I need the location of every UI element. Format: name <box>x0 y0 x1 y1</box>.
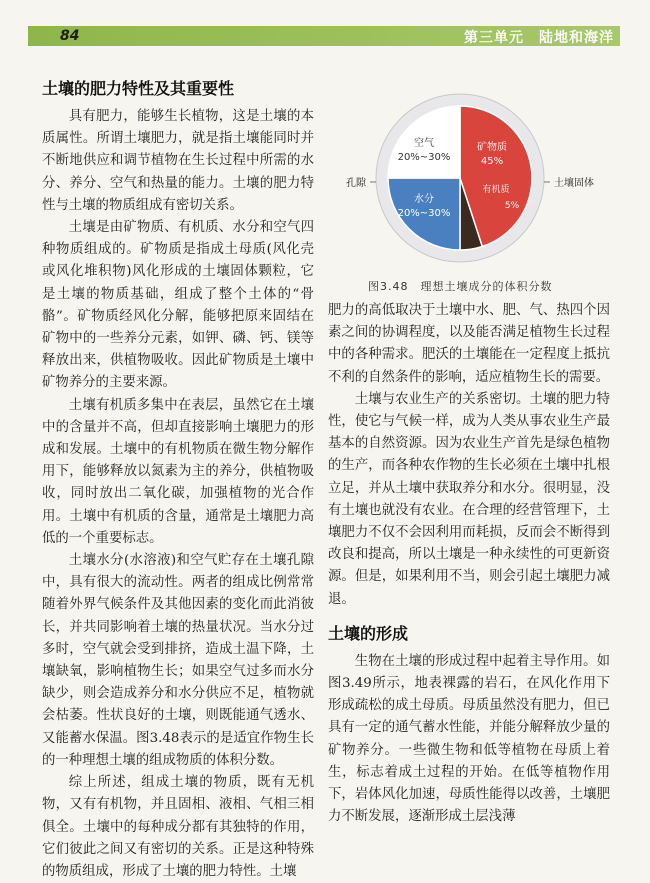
label-solids: 土壤固体 <box>554 178 594 189</box>
label-organic: 有机质 <box>482 185 510 195</box>
paragraph: 生物在土壤的形成过程中起着主导作用。如图3.49所示，地表裸露的岩石，在风化作用下形成疏松的成土母质。母质虽然没有肥力，但已具有一定的通气蓄水性能，并能分解释放少量的矿物养分。一些微生物和低等植物在母质上着生，标志着成土过程的开始。在低等植物作用下，岩体风化加速，母质性能得以改善，土壤肥力不断发展，逐渐形成土层浅薄 <box>328 653 610 825</box>
page-number: 84 <box>60 28 80 44</box>
label-water: 水分 <box>414 194 434 205</box>
paragraph: 土壤水分(水溶液)和空气贮存在土壤孔隙中，具有很大的流动性。两者的组成比例常常随着外界气候条件及其他因素的变化而此消彼长，并共同影响着土壤的热量状况。当水分过多时，空气就会受到排挤，造成土温下降，土壤缺氧，影响植物生长；如果空气过多而水分缺少，则会造成养分和水分供应不足，植物就会枯萎。性状良好的土壤，则既能通气透水、又能蓄水保温。图3.48表示的是适宜作物生长的一种理想土壤的组成物质的体积分数。 <box>42 553 314 768</box>
label-organic-pct: 5% <box>504 201 520 211</box>
label-air-pct: 20%~30% <box>397 152 451 163</box>
paragraph: 土壤是由矿物质、有机质、水分和空气四种物质组成的。矿物质是指成土母质(风化壳或风化堆积物)风化形成的土壤固体颗粒，它是土壤的物质基础，组成了整个土体的“骨骼”。矿物质经风化分解，能够把原来固结在矿物中的一些养分元素，如钾、磷、钙、镁等释放出来，供植物吸收。因此矿物质是土壤中矿物养分的主要来源。 <box>42 220 314 391</box>
label-mineral: 矿物质 <box>477 142 507 153</box>
unit-title: 第三单元 陆地和海洋 <box>464 30 614 46</box>
section-soil-formation <box>328 623 610 829</box>
paragraph: 具有肥力，能够生长植物，这是土壤的本质属性。所谓土壤肥力，就是指土壤能同时并不断地供应和调节植物在生长过程中所需的水分、养分、空气和热量的能力。土壤的肥力特性与土壤的物质组成有密切关系。 <box>42 109 314 213</box>
label-pores: 孔隙 <box>346 178 366 189</box>
label-air: 空气 <box>414 138 434 149</box>
paragraph: 土壤有机质多集中在表层，虽然它在土壤中的含量并不高，但却直接影响土壤肥力的形成和发展。土壤中的有机物质在微生物分解作用下，能够释放以氮素为主的养分，供植物吸收，同时放出二氧化碳，加强植物的光合作用。土壤中有机质的含量，通常是土壤肥力高低的一个重要标志。 <box>42 397 314 546</box>
right-column <box>328 78 610 828</box>
section-heading-fertility: 土壤的肥力特性及其重要性 <box>42 79 235 98</box>
soil-composition-pie-chart <box>328 78 610 278</box>
figure-3-48 <box>328 78 610 300</box>
paragraph: 综上所述，组成土壤的物质，既有无机物，又有有机物，并且固相、液相、气相三相俱全。土壤中的每种成分都有其独特的作用，它们彼此之间又有密切的关系。正是这种特殊的物质组成，形成了土壤的肥力特性。土壤 <box>42 775 314 879</box>
left-column <box>42 78 314 883</box>
figure-caption: 图3.48 理想土壤成分的体积分数 <box>368 280 553 293</box>
paragraph: 肥力的高低取决于土壤中水、肥、气、热四个因素之间的协调程度，以及能否满足植物生长过程中的各种需求。肥沃的土壤能在一定程度上抵抗不利的自然条件的影响，适应植物生长的需要。 <box>328 303 610 385</box>
label-water-pct: 20%~30% <box>397 208 451 219</box>
label-mineral-pct: 45% <box>480 156 504 167</box>
paragraph: 土壤与农业生产的关系密切。土壤的肥力特性，使它与气候一样，成为人类从事农业生产最基本的自然资源。因为农业生产首先是绿色植物的生产，而各种农作物的生长必须在土壤中扎根立足，并从土壤中获取养分和水分。很明显，没有土壤也就没有农业。在合理的经营管理下，土壤肥力不仅不会因利用而耗损，反而会不断得到改良和提高，所以土壤是一种永续性的可更新资源。但是，如果利用不当，则会引起土壤肥力减退。 <box>328 391 610 607</box>
section-heading-formation: 土壤的形成 <box>328 623 409 643</box>
